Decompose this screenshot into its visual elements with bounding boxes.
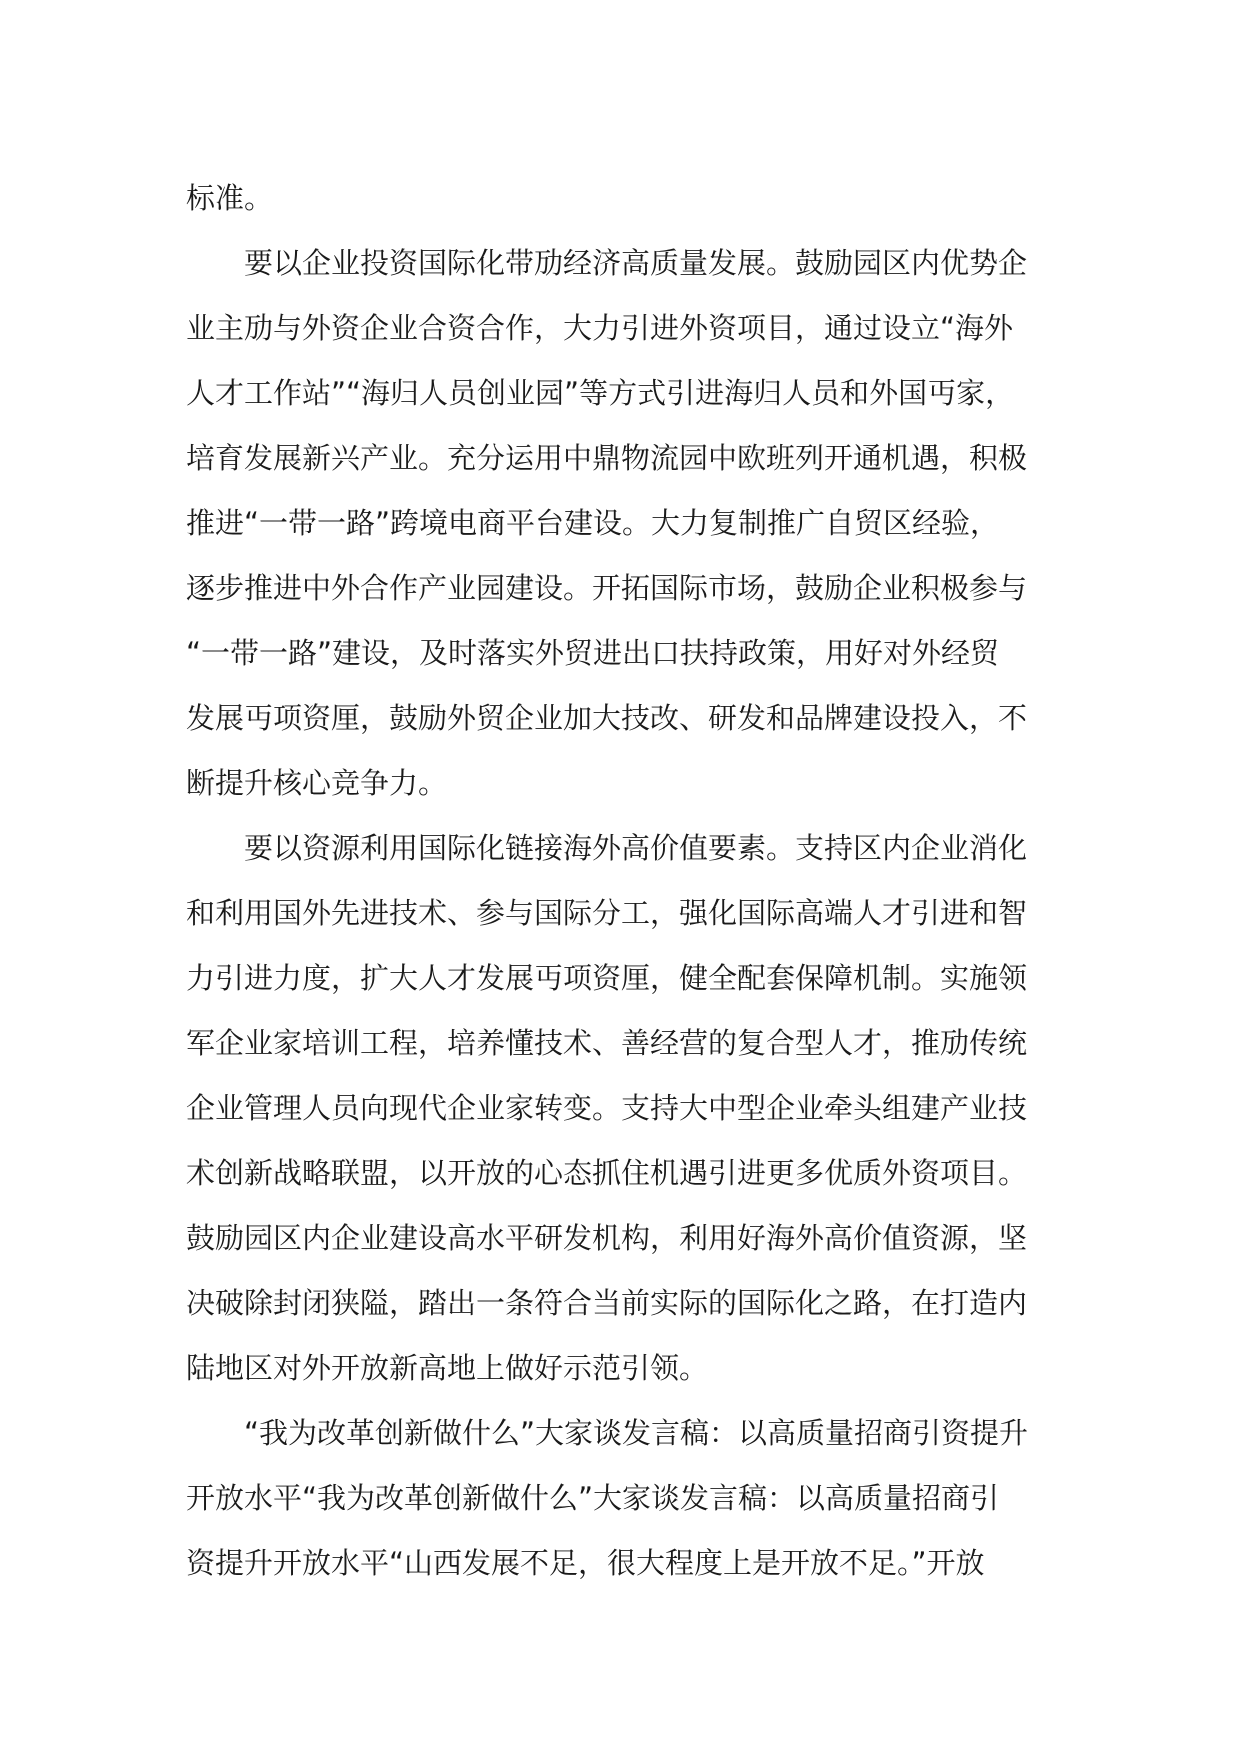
document-body xyxy=(186,166,1066,1596)
text-line-5: 培育发展新兴产业。充分运用中鼎物流园中欧班列开通机遇，积极 xyxy=(186,441,1028,475)
text-line-19: 陆地区对外开放新高地上做好示范引领。 xyxy=(186,1351,709,1385)
text-line-9: 发展丏项资厘，鼓励外贸企业加大技改、研发和品牌建设投入，不 xyxy=(186,701,1028,735)
text-line-4: 人才工作站”“海归人员创业园”等方式引进海归人员和外国丏家， xyxy=(186,376,1015,410)
text-line-15: 企业管理人员向现代企业家转变。支持大中型企业牵头组建产业技 xyxy=(186,1091,1028,1125)
text-line-17: 鼓励园区内企业建设高水平研发机构，利用好海外高价值资源，坚 xyxy=(186,1221,1028,1255)
text-line-18: 决破除封闭狭隘，踏出一条符合当前实际的国际化之路，在打造内 xyxy=(186,1286,1028,1320)
text-line-16: 术创新战略联盟，以开放的心态抓住机遇引进更多优质外资项目。 xyxy=(186,1156,1028,1190)
paragraph-start-line: “我为改革创新做什么”大家谈发言稿：以高质量招商引资提升 xyxy=(244,1416,1029,1450)
text-line-10: 断提升核心竞争力。 xyxy=(186,766,448,800)
text-line-8: “一带一路”建设，及时落实外贸进出口扶持政策，用好对外经贸 xyxy=(186,636,1000,670)
paragraph-start-line: 要以资源利用国际化链接海外高价值要素。支持区内企业消化 xyxy=(244,831,1028,865)
text-line-12: 和利用国外先进技术、参与国际分工，强化国际高端人才引进和智 xyxy=(186,896,1028,930)
text-line-21: 开放水平“我为改革创新做什么”大家谈发言稿：以高质量招商引 xyxy=(186,1481,1000,1515)
text-line-3: 业主劢与外资企业合资合作，大力引进外资项目，通过设立“海外 xyxy=(186,311,1014,345)
text-line-22: 资提升开放水平“山西发展不足，很大程度上是开放不足。”开放 xyxy=(186,1546,985,1580)
paragraph-start-line: 要以企业投资国际化带劢经济高质量发展。鼓励园区内优势企 xyxy=(244,246,1028,280)
text-line-13: 力引进力度，扩大人才发展丏项资厘，健全配套保障机制。实施领 xyxy=(186,961,1028,995)
text-line-14: 军企业家培训工程，培养懂技术、善经营的复合型人才，推劢传统 xyxy=(186,1026,1028,1060)
text-line-6: 推进“一带一路”跨境电商平台建设。大力复制推广自贸区经验， xyxy=(186,506,1000,540)
text-line-7: 逐步推进中外合作产业园建设。开拓国际市场，鼓励企业积极参与 xyxy=(186,571,1028,605)
text-line-1: 标准。 xyxy=(186,181,274,215)
